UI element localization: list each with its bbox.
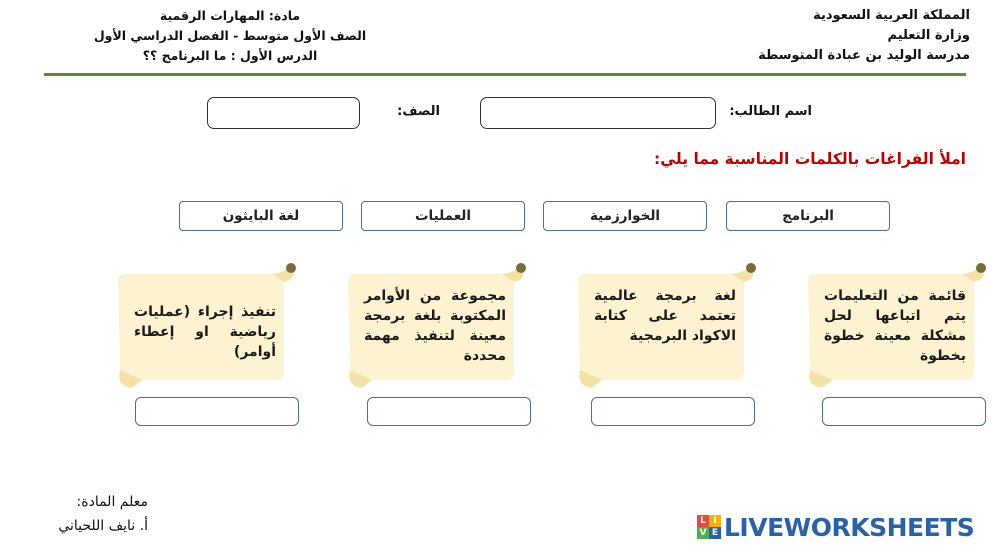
- word-operations[interactable]: العمليات: [361, 201, 525, 231]
- teacher-title: معلم المادة:: [76, 494, 148, 510]
- brand-name: LIVEWORKSHEETS: [724, 512, 975, 542]
- liveworksheets-logo-icon: L I V E: [697, 515, 721, 539]
- definition-text-1: قائمة من التعليمات يتم اتباعها لحل مشكلة معينة خطوة بخطوة: [824, 288, 966, 364]
- answer-field-3[interactable]: [367, 397, 531, 426]
- header-subject: مادة: المهارات الرقمية: [159, 8, 301, 23]
- header-school: مدرسة الوليد بن عبادة المتوسطة: [758, 48, 970, 63]
- answer-field-1[interactable]: [822, 397, 986, 426]
- liveworksheets-logo[interactable]: [697, 510, 974, 544]
- student-name-label: اسم الطالب:: [729, 104, 812, 119]
- student-name-field[interactable]: [480, 97, 716, 129]
- class-field[interactable]: [207, 97, 360, 129]
- header-grade: الصف الأول متوسط - الفصل الدراسي الأول: [93, 28, 367, 43]
- definition-card-3: [342, 262, 526, 392]
- answer-field-2[interactable]: [591, 397, 755, 426]
- teacher-signature: [18, 490, 148, 538]
- header-ministry: وزارة التعليم: [887, 28, 970, 43]
- answer-field-4[interactable]: [135, 397, 299, 426]
- word-algorithm[interactable]: الخوارزمية: [543, 201, 707, 231]
- word-python[interactable]: لغة البايثون: [179, 201, 343, 231]
- definition-card-2: [572, 262, 756, 392]
- header-lesson: الدرس الأول : ما البرنامج ؟؟: [142, 48, 318, 63]
- word-program[interactable]: البرنامج: [726, 201, 890, 231]
- definition-text-3: مجموعة من الأوامر المكتوبة بلغة برمجة معينة لتنفيذ مهمة محددة: [364, 288, 506, 364]
- class-label: الصف:: [397, 104, 440, 119]
- definition-text-2: لغة برمجة عالمية تعتمد على كتابة الاكواد البرمجية: [594, 288, 736, 344]
- header-country: المملكة العربية السعودية: [813, 8, 970, 23]
- definition-card-1: [802, 262, 986, 392]
- header-divider: [44, 73, 966, 76]
- definition-card-4: [112, 262, 296, 392]
- teacher-name: أ. نايف اللحياني: [58, 518, 148, 534]
- school-header: [710, 6, 970, 66]
- definition-text-4: تنفيذ إجراء (عمليات رياضية او إعطاء أوامر): [134, 304, 276, 360]
- instruction-text: املأ الفراغات بالكلمات المناسبة مما يلي:: [654, 150, 966, 168]
- subject-header: [80, 6, 380, 66]
